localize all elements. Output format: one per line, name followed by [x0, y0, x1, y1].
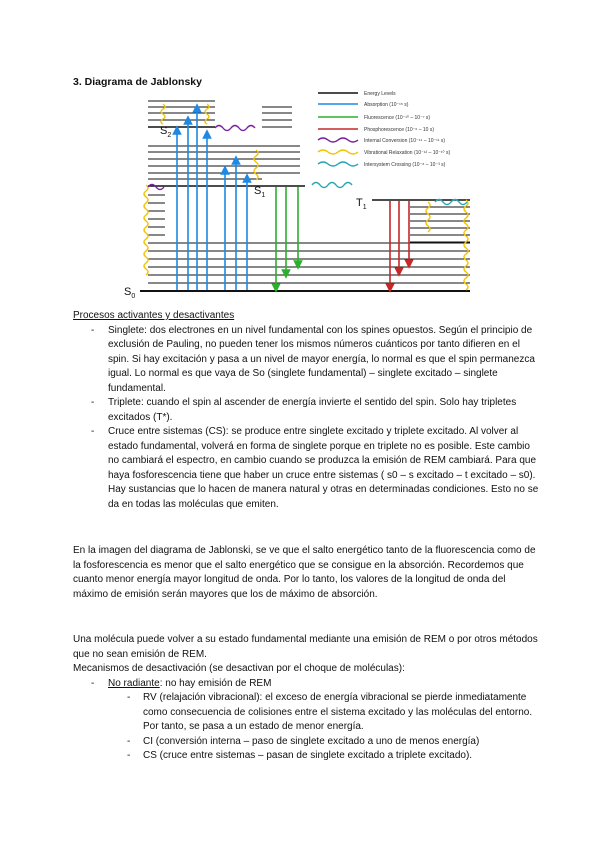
no-radiante-label: No radiante — [108, 677, 160, 689]
sub-item-cs: - CS (cruce entre sistemas – pasan de singlete excitado a triplete excitado). — [73, 749, 543, 764]
sub-list — [73, 691, 543, 764]
legend-intersystem-crossing: Intersystem Crossing (10⁻⁸ – 10⁻³ s) — [364, 162, 446, 168]
legend-internal-conversion: Internal Conversion (10⁻¹⁴ – 10⁻¹¹ s) — [364, 138, 446, 144]
t1-levels — [372, 200, 470, 242]
deactivation-list — [73, 677, 543, 692]
section-title: 3. Diagrama de Jablonsky — [73, 76, 202, 88]
processes-section — [73, 309, 543, 512]
s1-label: $S_1$ — [254, 185, 266, 199]
t1-label: $T_1$ — [356, 197, 367, 211]
jablonski-diagram — [0, 0, 600, 310]
s2-label: $S_2$ — [160, 125, 172, 139]
fluorescence-arrows — [276, 187, 298, 288]
legend — [318, 91, 450, 168]
deactivation-section — [73, 633, 543, 764]
list-item-no-radiante — [73, 677, 543, 692]
list-item-singlete: - Singlete: dos electrones en un nivel fundamental con los spines opuestos. Según el principio de exclusión de Pauling, no pueden tener los mismos números cuánticos por tanto difieren en el spin. Si hay excitación y pasa a un nivel de mayor energía, lo normal es que el spin permanezca igual. Lo normal es que vaya de So (singlete fundamental) – singlete excitado – singlete fundamental. — [73, 324, 543, 397]
process-list — [73, 324, 543, 513]
legend-phosphorescence: Phosphorescence (10⁻⁶ – 10 s) — [364, 127, 435, 133]
sub-item-rv: - RV (relajación vibracional): el exceso de energía vibracional se pierde inmediatamente como consecuencia de colisiones entre el sistema excitado y las moléculas del entorno. Por tanto, se pasa a un estado de menor energía. — [73, 691, 543, 735]
legend-absorption: Absorption (10⁻¹⁵ s) — [364, 102, 409, 108]
paragraph-jablonski — [73, 544, 543, 602]
sub-item-ci: - CI (conversión interna – paso de singlete excitado a uno de menos energía) — [73, 735, 543, 750]
paragraph-3: Mecanismos de desactivación (se desactivan por el choque de moléculas): — [73, 663, 405, 674]
list-item-cruce-sistemas: - Cruce entre sistemas (CS): se produce entre singlete excitado y triplete excitado. Al volver al estado fundamental, volverá en forma de singlete porque en triplete no es posible. Este cambio no cambiará el espectro, en cambio cuando se produzca la emisión de REM cambiará. Para que haya fosforescencia tiene que haber un cruce entre sistemas ( s0 – s excitado – t excitado – s0). Hay sustancias que lo hacen de manera natural y otras en determinadas condiciones. Esto no se da en todas las moléculas que emiten. — [73, 425, 543, 512]
no-radiante-rest: : no hay emisión de REM — [159, 677, 272, 689]
s0-levels — [140, 195, 470, 291]
legend-fluorescence: Fluorescence (10⁻¹⁰ – 10⁻⁷ s) — [364, 115, 431, 121]
legend-vibrational-relaxation: Vibrational Relaxation (10⁻¹² – 10⁻¹⁰ s) — [364, 150, 451, 156]
absorption-arrows — [177, 108, 247, 290]
legend-energy-levels: Energy Levels — [364, 91, 396, 97]
paragraph-2: Una molécula puede volver a su estado fundamental mediante una emisión de REM o por otros métodos que no sean emisión de REM. — [73, 634, 538, 660]
s0-label: $S_0$ — [124, 286, 136, 300]
list-item-triplete: - Triplete: cuando el spin al ascender de energía invierte el sentido del spin. Solo hay tripletes excitados (T*). — [73, 396, 543, 425]
paragraph-1: En la imagen del diagrama de Jablonski, se ve que el salto energético tanto de la fluorescencia como de la fosforescencia es menor que el salto energético que se consigue en la absorción. Recordemos que cuanto menor energía mayor longitud de onda. Por lo tanto, los valores de la longitud de onda del máximo de emisión serán mayores que los de máximo de absorción. — [73, 545, 536, 600]
section-heading: Procesos activantes y desactivantes — [73, 310, 235, 321]
s1-levels — [148, 146, 305, 186]
s2-levels — [148, 101, 292, 127]
